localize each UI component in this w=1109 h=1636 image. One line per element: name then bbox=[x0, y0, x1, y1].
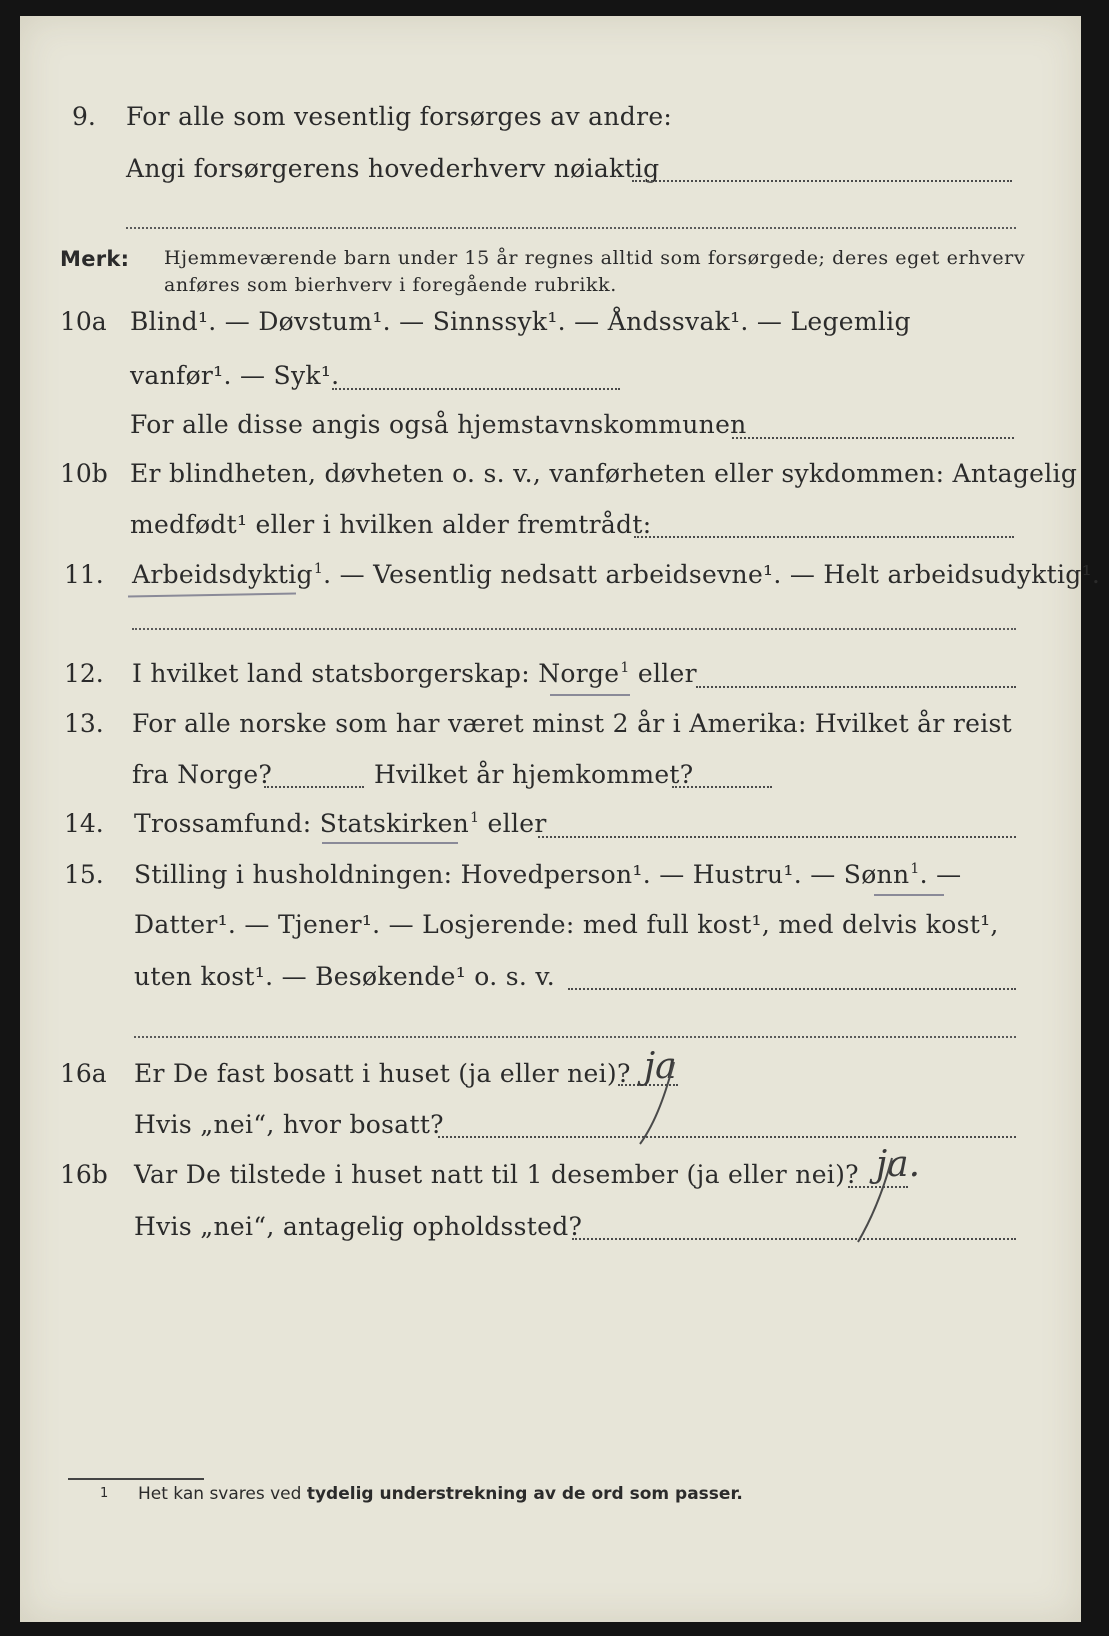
q14-pre: Trossamfund: bbox=[134, 809, 320, 838]
q10a-number: 10a bbox=[60, 307, 107, 336]
q14-option-statskirken[interactable]: Statskirken bbox=[319, 809, 470, 838]
q15-line1a: Stilling i husholdningen: Hovedperson¹. — Hustru¹. — bbox=[134, 860, 844, 889]
q14-footnote-mark: 1 bbox=[470, 810, 480, 826]
q14-text bbox=[134, 809, 547, 838]
q16a-line2: Hvis „nei“, hvor bosatt? bbox=[134, 1110, 444, 1139]
q16b-handwriting-stroke bbox=[840, 1148, 910, 1248]
q11-option-arbeidsdyktig[interactable]: Arbeidsdyktig bbox=[132, 560, 313, 589]
q12-text bbox=[132, 659, 697, 688]
q9-line2: Angi forsørgerens hovederhverv nøiaktig bbox=[126, 154, 660, 183]
q10b-line2: medfødt¹ eller i hvilken alder fremtrådt: bbox=[130, 510, 652, 539]
q10a-line3: For alle disse angis også hjemstavnskommunen bbox=[130, 410, 747, 439]
q15-option-sonn[interactable]: Sønn bbox=[843, 860, 910, 889]
q13-number: 13. bbox=[64, 709, 104, 738]
q16b-line2: Hvis „nei“, antagelig opholdssted? bbox=[134, 1212, 583, 1241]
footnote-rule bbox=[68, 1478, 204, 1480]
q15-number: 15. bbox=[64, 860, 104, 889]
q16a-bosatt-line[interactable] bbox=[438, 1136, 1016, 1138]
q16b-handwritten-answer: ja. bbox=[876, 1144, 921, 1185]
merk-line2: anføres som bierhverv i foregående rubrikk. bbox=[164, 274, 617, 296]
q10b-line1: Er blindheten, døvheten o. s. v., vanførheten eller sykdommen: Antagelig bbox=[130, 459, 1078, 488]
q9-answer-line[interactable] bbox=[632, 180, 1012, 182]
q16a-line1: Er De fast bosatt i huset (ja eller nei)? bbox=[134, 1059, 631, 1088]
q14-number: 14. bbox=[64, 809, 104, 838]
q12-post: eller bbox=[629, 659, 697, 688]
merk-line1: Hjemmeværende barn under 15 år regnes alltid som forsørgede; deres eget erhverv bbox=[164, 247, 1026, 269]
q9-number: 9. bbox=[72, 102, 96, 131]
q11-answer-line[interactable] bbox=[132, 628, 1016, 630]
q12-number: 12. bbox=[64, 659, 104, 688]
q13-line1: For alle norske som har været minst 2 år i Amerika: Hvilket år reist bbox=[132, 709, 1013, 738]
q10a-answer-line[interactable] bbox=[332, 388, 620, 390]
q11-footnote-mark: 1 bbox=[313, 561, 324, 577]
q13-line2b: Hvilket år hjemkommet? bbox=[374, 760, 694, 789]
q10a-line2: vanfør¹. — Syk¹. bbox=[130, 361, 340, 390]
q10b-number: 10b bbox=[60, 459, 108, 488]
footnote-text-b: tydelig understrekning av de ord som passer. bbox=[306, 1484, 743, 1504]
q13-line2a: fra Norge? bbox=[132, 760, 273, 789]
q15-line1b: . — bbox=[919, 860, 962, 889]
q9-answer-line-2[interactable] bbox=[126, 227, 1016, 229]
q11-number: 11. bbox=[64, 560, 104, 589]
q16b-opholdssted-line[interactable] bbox=[572, 1238, 1016, 1240]
q10a-hjemstavn-line[interactable] bbox=[732, 437, 1014, 439]
q15-line3: uten kost¹. — Besøkende¹ o. s. v. bbox=[134, 962, 556, 991]
q11-text bbox=[132, 560, 1100, 589]
q13-reist-line[interactable] bbox=[264, 786, 364, 788]
q10b-answer-line[interactable] bbox=[634, 536, 1014, 538]
q11-rest: . — Vesentlig nedsatt arbeidsevne¹. — Helt arbeidsudyktig¹. bbox=[323, 560, 1101, 589]
q16a-number: 16a bbox=[60, 1059, 107, 1088]
q15-answer-line-2[interactable] bbox=[134, 1036, 1016, 1038]
merk-label: Merk: bbox=[60, 247, 130, 271]
footnote-text-a: Het kan svares ved bbox=[138, 1484, 307, 1504]
q10a-line1: Blind¹. — Døvstum¹. — Sinnssyk¹. — Åndssvak¹. — Legemlig bbox=[130, 307, 911, 336]
q12-footnote-mark: 1 bbox=[620, 660, 630, 676]
q11-pencil-underline bbox=[128, 593, 296, 598]
q12-option-norge[interactable]: Norge bbox=[538, 659, 620, 688]
q12-answer-line[interactable] bbox=[696, 686, 1016, 688]
q12-pencil-underline bbox=[550, 694, 630, 696]
q14-answer-line[interactable] bbox=[538, 836, 1016, 838]
q16b-number: 16b bbox=[60, 1160, 108, 1189]
q15-line2: Datter¹. — Tjener¹. — Losjerende: med full kost¹, med delvis kost¹, bbox=[134, 910, 999, 939]
q15-line1 bbox=[134, 860, 961, 889]
q15-answer-line[interactable] bbox=[568, 988, 1016, 990]
footnote-text bbox=[138, 1484, 743, 1504]
q13-hjemkommet-line[interactable] bbox=[672, 786, 772, 788]
q16b-line1: Var De tilstede i huset natt til 1 desember (ja eller nei)? bbox=[134, 1160, 859, 1189]
q15-pencil-underline bbox=[874, 894, 944, 896]
q9-line1: For alle som vesentlig forsørges av andre: bbox=[126, 102, 673, 131]
footnote-mark: 1 bbox=[100, 1486, 109, 1501]
q15-footnote-mark: 1 bbox=[910, 861, 920, 877]
q16a-handwritten-answer: ja bbox=[644, 1046, 677, 1087]
q14-post: eller bbox=[479, 809, 547, 838]
q14-pencil-underline bbox=[322, 842, 458, 844]
census-form-page bbox=[20, 16, 1101, 1622]
q12-pre: I hvilket land statsborgerskap: bbox=[132, 659, 539, 688]
